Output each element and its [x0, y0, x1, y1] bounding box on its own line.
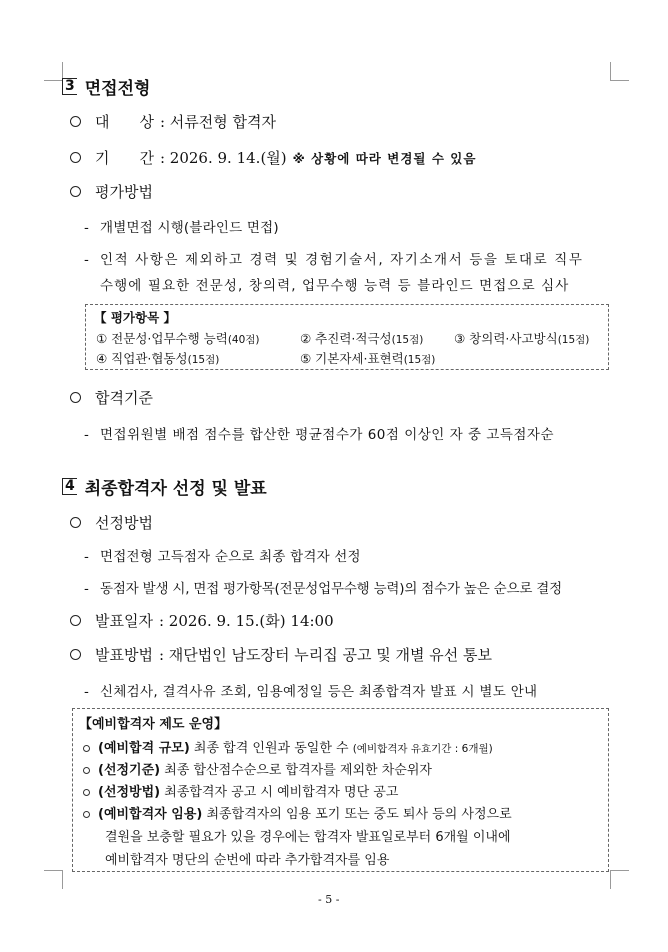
page-corner-mark	[610, 62, 629, 81]
section-number: 4	[62, 478, 77, 495]
circle-bullet-icon	[70, 152, 81, 163]
evaluation-items-box	[85, 304, 609, 370]
circle-bullet-icon	[70, 186, 81, 197]
pass-label: 합격기준	[95, 389, 153, 407]
reserve-item-continued: 결원을 보충할 필요가 있을 경우에는 합격자 발표일로부터 6개월 이내에	[105, 830, 511, 845]
bullet-icon	[83, 745, 90, 752]
evaluation-item: ④ 직업관·협동성(15점)	[96, 351, 220, 366]
page-corner-mark	[44, 62, 63, 81]
evaluation-box-title: 【 평가항목 】	[94, 310, 177, 325]
reserve-box-title: 【예비합격자 제도 운영】	[79, 717, 228, 732]
page-corner-mark	[610, 870, 629, 889]
section-title: 면접전형	[84, 79, 151, 99]
bullet-icon	[83, 789, 90, 796]
section-title: 최종합격자 선정 및 발표	[84, 479, 267, 499]
announce-method-label: 발표방법	[95, 646, 153, 664]
section-number: 3	[62, 78, 77, 95]
select-item: - 면접전형 고득점자 순으로 최종 합격자 선정	[84, 549, 361, 565]
evaluation-item: ② 추진력·적극성(15점)	[300, 331, 424, 346]
reserve-item: (선정방법) 최종합격자 공고 시 예비합격자 명단 공고	[83, 781, 398, 800]
section-4-heading	[62, 474, 267, 499]
evaluation-item: ③ 창의력·사고방식(15점)	[454, 331, 590, 346]
announce-method-value: : 재단법인 남도장터 누리집 공고 및 개별 유선 통보	[158, 646, 492, 664]
announce-date-row	[70, 610, 334, 631]
method-row	[70, 181, 153, 202]
method-item: - 인적 사항은 제외하고 경력 및 경험기술서, 자기소개서 등을 토대로 직무	[84, 252, 584, 268]
announce-date-label: 발표일자	[95, 612, 153, 630]
method-item-continued: 수행에 필요한 전문성, 창의력, 업무수행 능력 등 블라인드 면접으로 심사	[100, 278, 570, 294]
method-label: 평가방법	[95, 183, 153, 201]
announce-note: - 신체검사, 결격사유 조회, 임용예정일 등은 최종합격자 발표 시 별도 안내	[84, 684, 538, 700]
target-row	[70, 111, 276, 132]
select-method-row	[70, 512, 153, 533]
period-row	[70, 147, 476, 168]
reserve-item-continued: 예비합격자 명단의 순번에 따라 추가합격자를 임용	[105, 853, 390, 868]
circle-bullet-icon	[70, 615, 81, 626]
period-value: : 2026. 9. 14.(월)	[159, 149, 287, 167]
period-note: ※ 상황에 따라 변경될 수 있음	[292, 150, 477, 166]
select-label: 선정방법	[95, 514, 153, 532]
select-item: - 동점자 발생 시, 면접 평가항목(전문성업무수행 능력)의 점수가 높은 순으로 결정	[84, 581, 562, 597]
evaluation-item: ① 전문성·업무수행 능력(40점)	[96, 331, 260, 346]
announce-method-row	[70, 644, 492, 665]
target-value: : 서류전형 합격자	[159, 113, 277, 131]
bullet-icon	[83, 767, 90, 774]
circle-bullet-icon	[70, 649, 81, 660]
reserve-item: (예비합격자 임용) 최종합격자의 임용 포기 또는 중도 퇴사 등의 사정으로	[83, 803, 512, 822]
reserve-item: (예비합격 규모) 최종 합격 인원과 동일한 수 (예비합격자 유효기간 : 6개월)	[83, 737, 493, 756]
circle-bullet-icon	[70, 392, 81, 403]
evaluation-item: ⑤ 기본자세·표현력(15점)	[300, 351, 436, 366]
reserve-item: (선정기준) 최종 합산점수순으로 합격자를 제외한 차순위자	[83, 759, 432, 778]
circle-bullet-icon	[70, 116, 81, 127]
page-corner-mark	[44, 870, 63, 889]
target-label: 대 상	[95, 113, 154, 131]
method-item: - 개별면접 시행(블라인드 면접)	[84, 220, 279, 236]
reserve-candidate-box	[72, 708, 609, 872]
pass-item: - 면접위원별 배점 점수를 합산한 평균점수가 60점 이상인 자 중 고득점자순	[84, 427, 554, 443]
pass-criteria-row	[70, 387, 153, 408]
announce-date-value: : 2026. 9. 15.(화) 14:00	[158, 612, 334, 630]
circle-bullet-icon	[70, 517, 81, 528]
period-label: 기 간	[95, 149, 154, 167]
page-number: - 5 -	[318, 893, 340, 906]
section-3-heading	[62, 74, 150, 99]
bullet-icon	[83, 811, 90, 818]
